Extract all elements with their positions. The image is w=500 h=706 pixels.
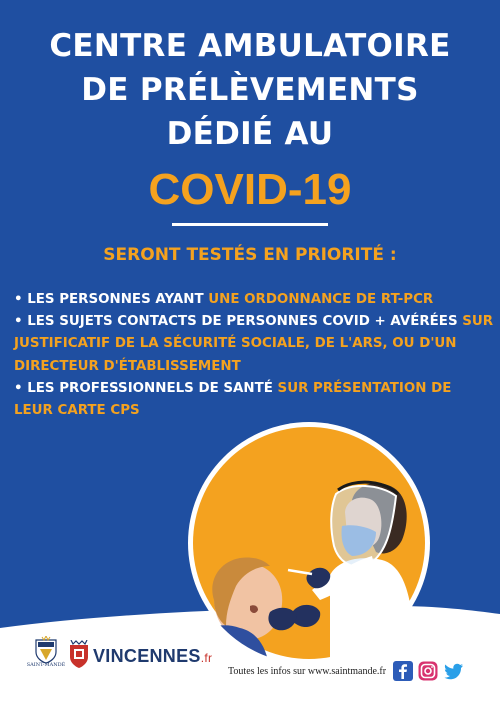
saint-mande-label: SAINT-MANDÉ <box>26 662 66 668</box>
bullet-highlight: SUR PRÉSENTATION DE LEUR CARTE CPS <box>14 380 452 419</box>
bullet-text: • LES PROFESSIONNELS DE SANTÉ <box>14 380 278 396</box>
twitter-icon[interactable] <box>444 661 464 681</box>
vincennes-suffix: .fr <box>200 651 213 665</box>
title-line-1: CENTRE AMBULATOIRE <box>49 28 451 64</box>
bullet-highlight: UNE ORDONNANCE DE RT-PCR <box>208 292 434 307</box>
partner-logos <box>26 636 230 686</box>
vincennes-logo-text <box>93 646 212 667</box>
covid-heading: COVID-19 <box>148 165 352 214</box>
title-line-2: DE PRÉLÈVEMENTS <box>81 72 419 108</box>
footer-info-link[interactable]: Toutes les infos sur www.saintmande.fr <box>228 666 387 677</box>
vincennes-crest-icon <box>68 640 90 670</box>
bullet-text: • LES PERSONNES AYANT <box>14 292 209 307</box>
title-line-3: DÉDIÉ AU <box>166 116 334 152</box>
saint-mande-crest-icon <box>30 636 62 680</box>
vincennes-name: VINCENNES <box>93 646 201 666</box>
facebook-icon[interactable] <box>393 661 413 681</box>
priority-subtitle: SERONT TESTÉS EN PRIORITÉ : <box>103 245 397 265</box>
bullet-highlight: SUR JUSTIFICATIF DE LA SÉCURITÉ SOCIALE, DE L'ARS, OU D'UN DIRECTEUR D'ÉTABLISSEMENT <box>14 314 494 374</box>
bullet-text: • LES SUJETS CONTACTS DE PERSONNES COVID + AVÉRÉES <box>14 314 463 330</box>
instagram-icon[interactable] <box>418 661 438 681</box>
